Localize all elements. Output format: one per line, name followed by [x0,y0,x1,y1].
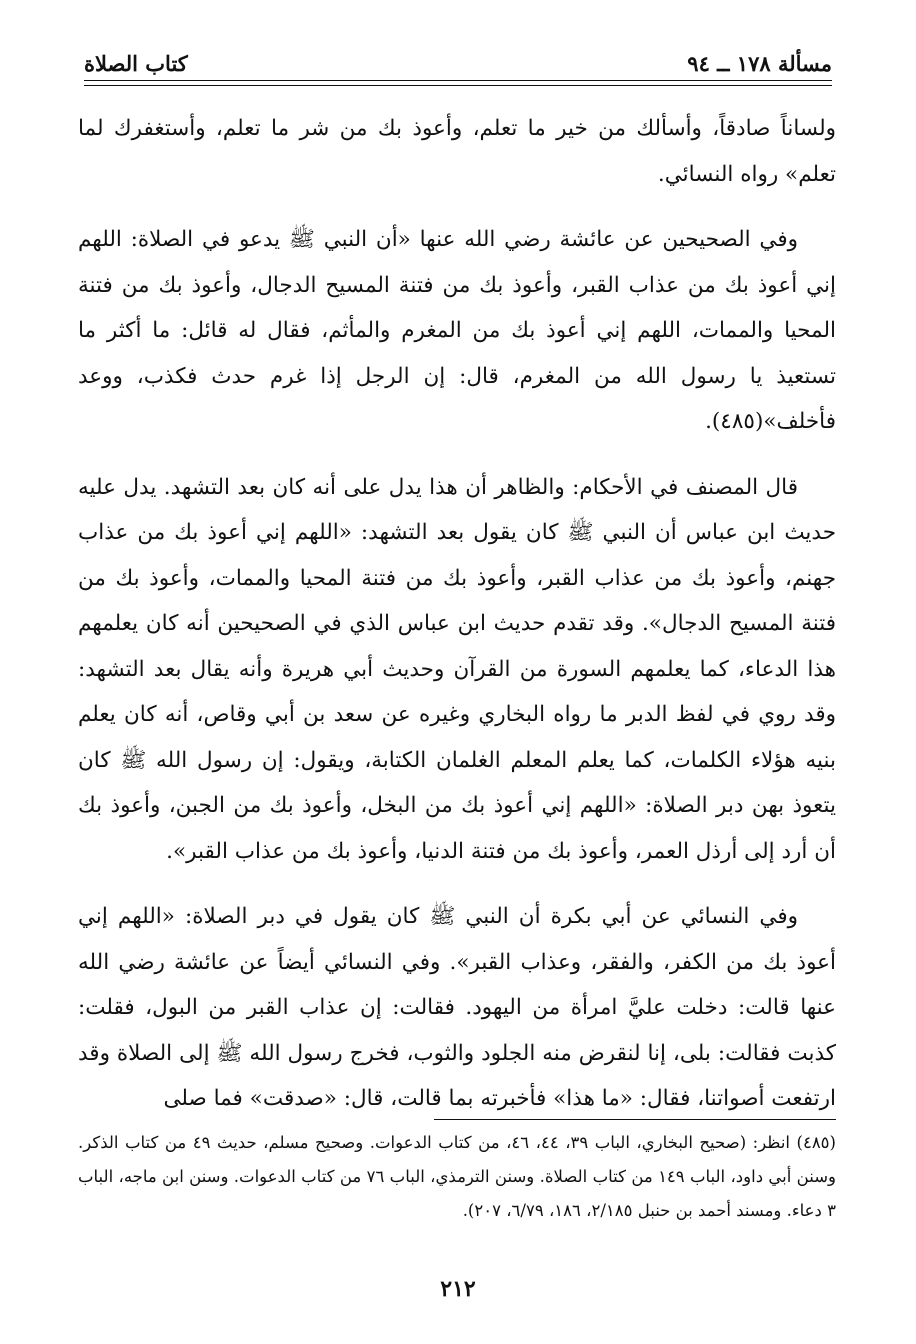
paragraph: قال المصنف في الأحكام: والظاهر أن هذا يدل على أنه كان بعد التشهد. يدل عليه حديث ابن عباس أن النبي ﷺ كان يقول بعد التشهد: «اللهم إني أعوذ بك من عذاب جهنم، وأعوذ بك من عذاب القبر، وأعوذ بك من فتنة المحيا والممات، وأعوذ بك من فتنة المسيح الدجال». وقد تقدم حديث ابن عباس الذي في الصحيحين أنه كان يعلمهم هذا الدعاء، كما يعلمهم السورة من القرآن وحديث أبي هريرة وأنه يقال بعد التشهد: وقد روي في لفظ الدبر ما رواه البخاري وغيره عن سعد بن أبي وقاص، أنه كان يعلم بنيه هؤلاء الكلمات، كما يعلم المعلم الغلمان الكتابة، ويقول: إن رسول الله ﷺ كان يتعوذ بهن دبر الصلاة: «اللهم إني أعوذ بك من البخل، وأعوذ بك من الجبن، وأعوذ بك أن أرد إلى أرذل العمر، وأعوذ بك من فتنة الدنيا، وأعوذ بك من عذاب القبر». [78,474,836,864]
page-number: ٢١٢ [440,1276,476,1302]
header-rule [84,80,832,81]
running-header [84,44,832,76]
footnote-rule [434,1119,836,1120]
paragraph: وفي الصحيحين عن عائشة رضي الله عنها «أن النبي ﷺ يدعو في الصلاة: اللهم إني أعوذ بك من عذاب القبر، وأعوذ بك من فتنة المسيح الدجال، وأعوذ بك من فتنة المحيا والممات، اللهم إني أعوذ بك من المغرم والمأثم، فقال له قائل: ما أكثر ما تستعيذ يا رسول الله من المغرم، قال: إن الرجل إذا غرم حدث فكذب، ووعد فأخلف»(٤٨٥). [78,227,836,434]
header-book-title: كتاب الصلاة [84,51,188,76]
footnote [78,1126,836,1228]
footnote-text: (٤٨٥) انظر: (صحيح البخاري، الباب ٣٩، ٤٤، ٤٦، من كتاب الدعوات. وصحيح مسلم، حديث ٤٩ من كتاب الذكر. وسنن أبي داود، الباب ١٤٩ من كتاب الصلاة. وسنن الترمذي، الباب ٧٦ من كتاب الدعوات. وسنن ابن ماجه، الباب ٣ دعاء. ومسند أحمد بن حنبل ٢/١٨٥، ١٨٦، ٦/٧٩، ٢٠٧). [78,1133,836,1220]
main-text [78,106,836,1122]
paragraph: ولساناً صادقاً، وأسألك من خير ما تعلم، وأعوذ بك من شر ما تعلم، وأستغفرك لما تعلم» رواه النسائي. [78,116,836,187]
header-section: مسألة ١٧٨ ــ ٩٤ [687,51,832,76]
header-rule-thin [84,85,832,86]
paragraph: وفي النسائي عن أبي بكرة أن النبي ﷺ كان يقول في دبر الصلاة: «اللهم إني أعوذ بك من الكفر، والفقر، وعذاب القبر». وفي النسائي أيضاً عن عائشة رضي الله عنها قالت: دخلت عليَّ امرأة من اليهود. فقالت: إن عذاب القبر من البول، فقلت: كذبت فقالت: بلى، إنا لنقرض منه الجلود والثوب، فخرج رسول الله ﷺ إلى الصلاة وقد ارتفعت أصواتنا، فقال: «ما هذا» فأخبرته بما قالت، قال: «صدقت» فما صلى [78,904,836,1111]
